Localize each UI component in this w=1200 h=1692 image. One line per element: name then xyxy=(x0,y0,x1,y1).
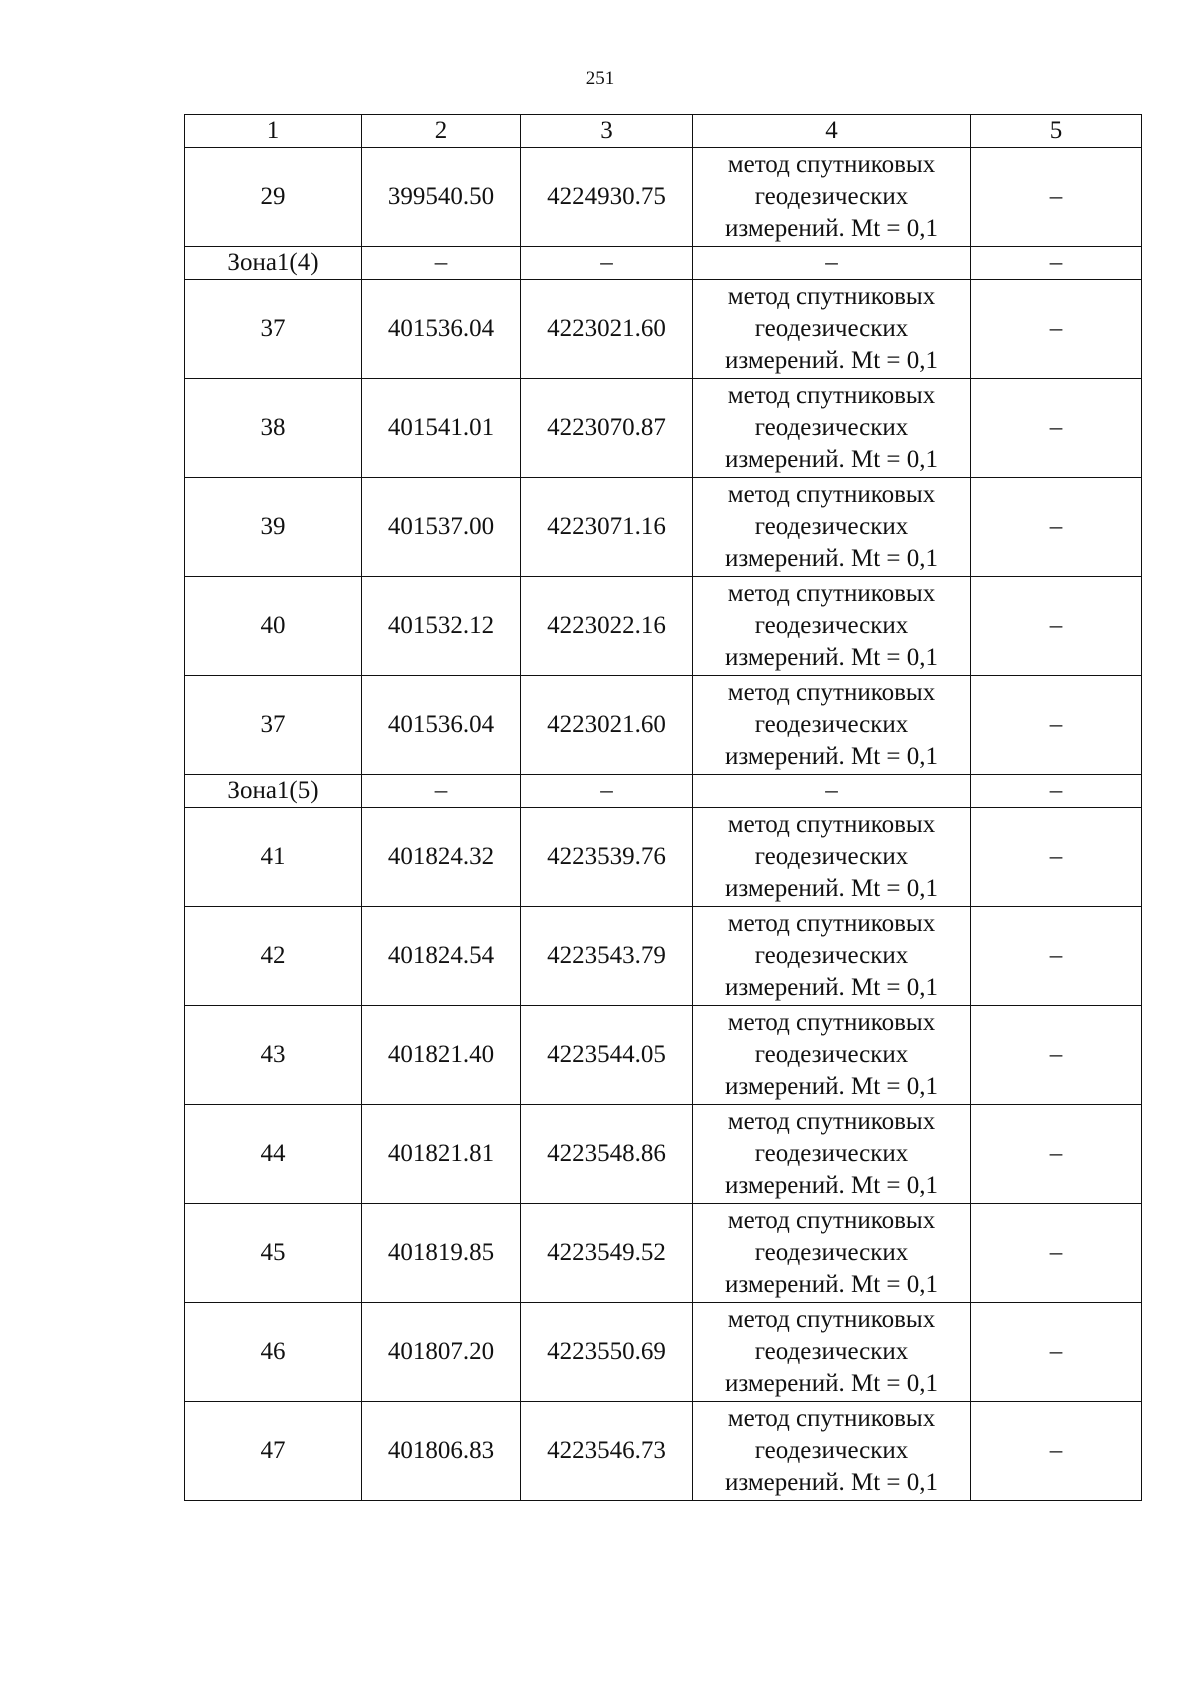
table-row xyxy=(185,577,1142,676)
y-coordinate-cell: 4223070.87 xyxy=(521,379,693,478)
x-coordinate-cell: 401821.81 xyxy=(362,1105,521,1204)
method-cell: метод спутниковых геодезических измерений. Mt = 0,1 xyxy=(693,808,971,907)
note-cell: – xyxy=(971,1006,1142,1105)
point-number-cell: 39 xyxy=(185,478,362,577)
zone-label-cell: Зона1(4) xyxy=(185,247,362,280)
note-cell: – xyxy=(971,1105,1142,1204)
y-coordinate-cell: – xyxy=(521,775,693,808)
method-cell: метод спутниковых геодезических измерений. Mt = 0,1 xyxy=(693,1006,971,1105)
method-cell: метод спутниковых геодезических измерений. Mt = 0,1 xyxy=(693,676,971,775)
x-coordinate-cell: 401537.00 xyxy=(362,478,521,577)
point-number-cell: 43 xyxy=(185,1006,362,1105)
point-number-cell: 38 xyxy=(185,379,362,478)
header-cell: 4 xyxy=(693,115,971,148)
y-coordinate-cell: 4223071.16 xyxy=(521,478,693,577)
method-cell: метод спутниковых геодезических измерений. Mt = 0,1 xyxy=(693,907,971,1006)
method-cell: – xyxy=(693,775,971,808)
point-number-cell: 47 xyxy=(185,1402,362,1501)
method-cell: метод спутниковых геодезических измерений. Mt = 0,1 xyxy=(693,577,971,676)
x-coordinate-cell: 399540.50 xyxy=(362,148,521,247)
header-cell: 2 xyxy=(362,115,521,148)
note-cell: – xyxy=(971,577,1142,676)
zone-label-cell: Зона1(5) xyxy=(185,775,362,808)
x-coordinate-cell: – xyxy=(362,247,521,280)
table-row xyxy=(185,1402,1142,1501)
table-row xyxy=(185,280,1142,379)
header-cell: 3 xyxy=(521,115,693,148)
x-coordinate-cell: 401536.04 xyxy=(362,280,521,379)
table-row xyxy=(185,148,1142,247)
y-coordinate-cell: 4223550.69 xyxy=(521,1303,693,1402)
method-cell: – xyxy=(693,247,971,280)
point-number-cell: 37 xyxy=(185,280,362,379)
point-number-cell: 41 xyxy=(185,808,362,907)
point-number-cell: 46 xyxy=(185,1303,362,1402)
header-cell: 5 xyxy=(971,115,1142,148)
method-cell: метод спутниковых геодезических измерений. Mt = 0,1 xyxy=(693,1402,971,1501)
method-cell: метод спутниковых геодезических измерений. Mt = 0,1 xyxy=(693,1303,971,1402)
table-row xyxy=(185,1105,1142,1204)
y-coordinate-cell: 4223539.76 xyxy=(521,808,693,907)
note-cell: – xyxy=(971,247,1142,280)
table-row xyxy=(185,379,1142,478)
y-coordinate-cell: 4223546.73 xyxy=(521,1402,693,1501)
header-cell: 1 xyxy=(185,115,362,148)
note-cell: – xyxy=(971,478,1142,577)
method-cell: метод спутниковых геодезических измерений. Mt = 0,1 xyxy=(693,1204,971,1303)
note-cell: – xyxy=(971,676,1142,775)
y-coordinate-cell: 4223022.16 xyxy=(521,577,693,676)
method-cell: метод спутниковых геодезических измерений. Mt = 0,1 xyxy=(693,280,971,379)
table-row xyxy=(185,907,1142,1006)
point-number-cell: 42 xyxy=(185,907,362,1006)
table-row xyxy=(185,808,1142,907)
note-cell: – xyxy=(971,808,1142,907)
table-row xyxy=(185,1204,1142,1303)
point-number-cell: 44 xyxy=(185,1105,362,1204)
note-cell: – xyxy=(971,280,1142,379)
x-coordinate-cell: 401806.83 xyxy=(362,1402,521,1501)
method-cell: метод спутниковых геодезических измерений. Mt = 0,1 xyxy=(693,1105,971,1204)
y-coordinate-cell: – xyxy=(521,247,693,280)
x-coordinate-cell: – xyxy=(362,775,521,808)
x-coordinate-cell: 401821.40 xyxy=(362,1006,521,1105)
x-coordinate-cell: 401819.85 xyxy=(362,1204,521,1303)
page-number: 251 xyxy=(585,68,615,89)
point-number-cell: 40 xyxy=(185,577,362,676)
note-cell: – xyxy=(971,379,1142,478)
zone-row xyxy=(185,775,1142,808)
point-number-cell: 45 xyxy=(185,1204,362,1303)
zone-row xyxy=(185,247,1142,280)
y-coordinate-cell: 4223021.60 xyxy=(521,280,693,379)
note-cell: – xyxy=(971,907,1142,1006)
x-coordinate-cell: 401824.54 xyxy=(362,907,521,1006)
point-number-cell: 37 xyxy=(185,676,362,775)
note-cell: – xyxy=(971,1204,1142,1303)
x-coordinate-cell: 401532.12 xyxy=(362,577,521,676)
table-row xyxy=(185,478,1142,577)
note-cell: – xyxy=(971,1303,1142,1402)
table-header-row xyxy=(185,115,1142,148)
y-coordinate-cell: 4224930.75 xyxy=(521,148,693,247)
method-cell: метод спутниковых геодезических измерений. Mt = 0,1 xyxy=(693,148,971,247)
x-coordinate-cell: 401824.32 xyxy=(362,808,521,907)
coordinates-table xyxy=(184,114,1142,1501)
note-cell: – xyxy=(971,148,1142,247)
table-row xyxy=(185,1006,1142,1105)
table-row xyxy=(185,676,1142,775)
coordinates-table-body xyxy=(185,115,1142,1501)
method-cell: метод спутниковых геодезических измерений. Mt = 0,1 xyxy=(693,379,971,478)
x-coordinate-cell: 401536.04 xyxy=(362,676,521,775)
x-coordinate-cell: 401541.01 xyxy=(362,379,521,478)
method-cell: метод спутниковых геодезических измерений. Mt = 0,1 xyxy=(693,478,971,577)
y-coordinate-cell: 4223544.05 xyxy=(521,1006,693,1105)
note-cell: – xyxy=(971,1402,1142,1501)
x-coordinate-cell: 401807.20 xyxy=(362,1303,521,1402)
y-coordinate-cell: 4223543.79 xyxy=(521,907,693,1006)
table-row xyxy=(185,1303,1142,1402)
point-number-cell: 29 xyxy=(185,148,362,247)
coordinates-table-container xyxy=(184,114,1141,1501)
note-cell: – xyxy=(971,775,1142,808)
y-coordinate-cell: 4223021.60 xyxy=(521,676,693,775)
y-coordinate-cell: 4223548.86 xyxy=(521,1105,693,1204)
y-coordinate-cell: 4223549.52 xyxy=(521,1204,693,1303)
